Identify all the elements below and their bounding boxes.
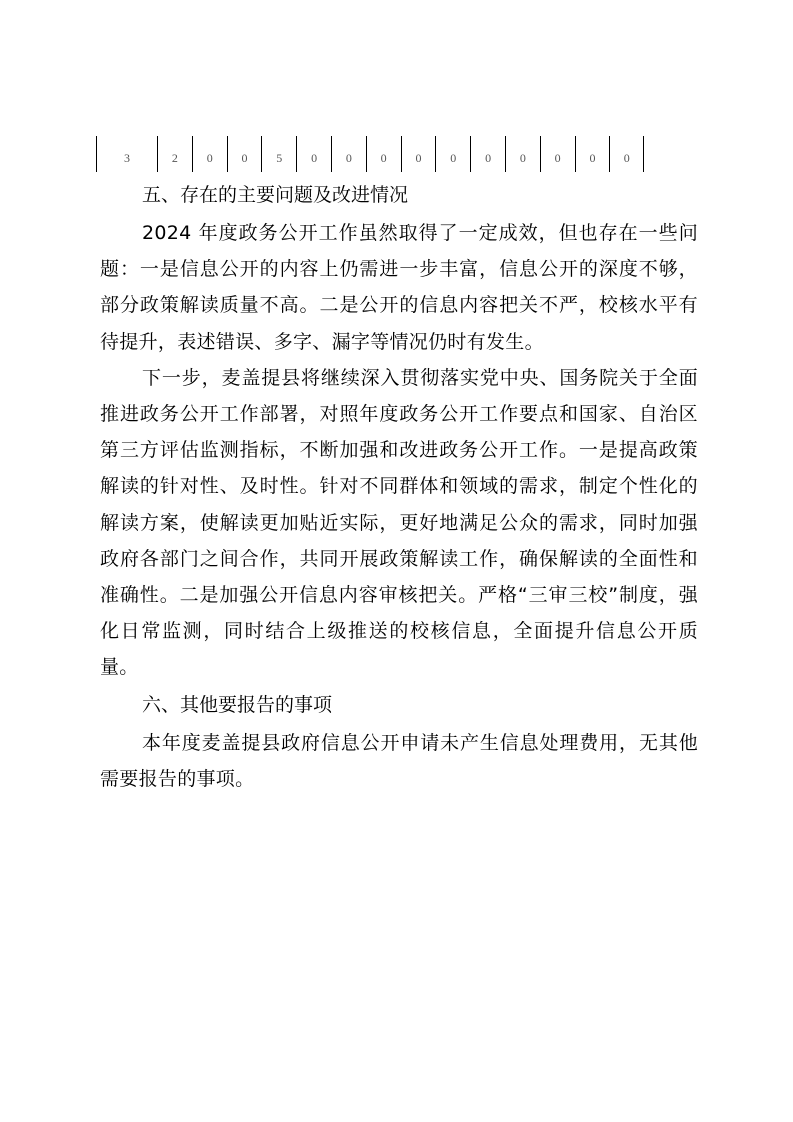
table-cell: 0 [331, 136, 366, 172]
section-5-heading: 五、存在的主要问题及改进情况 [142, 184, 409, 206]
document-body [100, 176, 698, 797]
table-cell: 0 [575, 136, 610, 172]
section-5-paragraph-2: 下一步，麦盖提县将继续深入贯彻落实党中央、国务院关于全面推进政务公开工作部署，对照年度政务公开工作要点和国家、自治区第三方评估监测指标，不断加强和改进政务公开工作。一是提高政策解读的针对性、及时性。针对不同群体和领域的需求，制定个性化的解读方案，使解读更加贴近实际，更好地满足公众的需求，同时加强政府各部门之间合作，共同开展政策解读工作，确保解读的全面性和准确性。二是加强公开信息内容审核把关。严格“三审三校”制度，强化日常监测，同时结合上级推送的校核信息，全面提升信息公开质量。 [100, 366, 698, 679]
table-cell: 0 [470, 136, 505, 172]
table-cell: 3 [96, 136, 157, 172]
table-cell: 5 [261, 136, 296, 172]
section-6-paragraph-1: 本年度麦盖提县政府信息公开申请未产生信息处理费用，无其他需要报告的事项。 [100, 731, 698, 790]
statistics-table-row [96, 136, 644, 172]
table-cell: 0 [435, 136, 470, 172]
section-5-paragraph-1: 2024 年度政务公开工作虽然取得了一定成效，但也存在一些问题：一是信息公开的内容上仍需进一步丰富，信息公开的深度不够，部分政策解读质量不高。二是公开的信息内容把关不严，校核水平有待提升，表述错误、多字、漏字等情况仍时有发生。 [100, 222, 698, 353]
table-cell: 0 [540, 136, 575, 172]
table-cell: 2 [157, 136, 192, 172]
table-cell: 0 [227, 136, 262, 172]
table-cell: 0 [401, 136, 436, 172]
table-cell: 0 [296, 136, 331, 172]
table-cell: 0 [192, 136, 227, 172]
section-6-heading: 六、其他要报告的事项 [142, 693, 333, 716]
table-cell: 0 [505, 136, 540, 172]
table-cell: 0 [609, 136, 644, 172]
table-cell: 0 [366, 136, 401, 172]
